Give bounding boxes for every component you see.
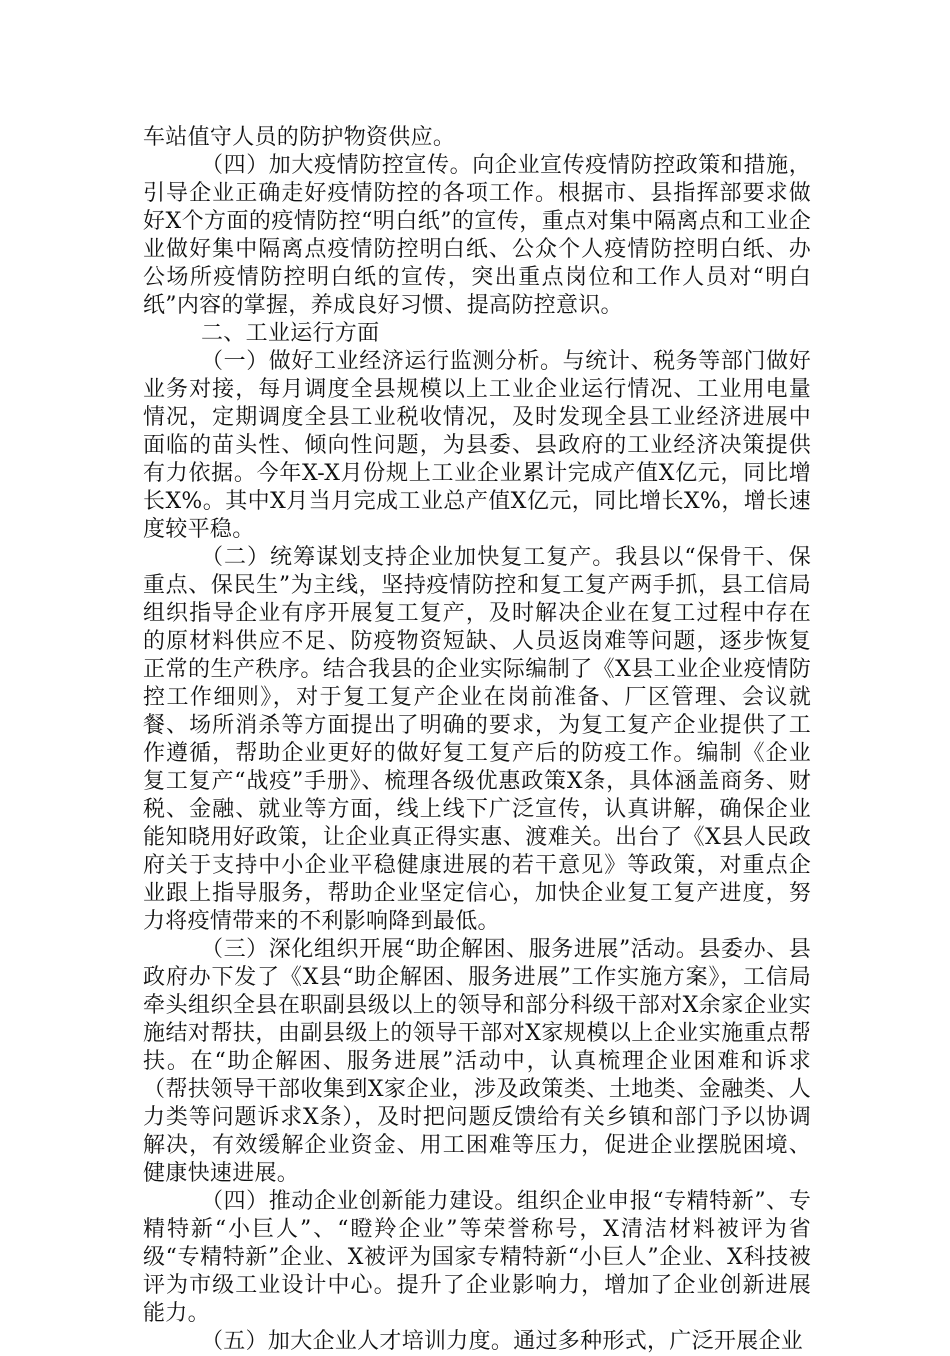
paragraph-assistance: （三）深化组织开展“助企解困、服务进展”活动。县委办、县政府办下发了《X县“助企解困、服务进展”工作实施方案》，工信局牵头组织全县在职副县级以上的领导和部分科级干部对X余家企业实施结对帮扶，由副县级上的领导干部对X家规模以上企业实施重点帮扶。在“助企解困、服务进展”活动中，认真梳理企业困难和诉求（帮扶领导干部收集到X家企业，涉及政策类、土地类、金融类、人力类等问题诉求X条），及时把问题反馈给有关乡镇和部门予以协调解决，有效缓解企业资金、用工困难等压力，促进企业摆脱困境、健康快速进展。 [143, 937, 811, 1186]
paragraph-propaganda: （四）加大疫情防控宣传。向企业宣传疫情防控政策和措施，引导企业正确走好疫情防控的各项工作。根据市、县指挥部要求做好X个方面的疫情防控“明白纸”的宣传，重点对集中隔离点和工业企业做好集中隔离点疫情防控明白纸、公众个人疫情防控明白纸、办公场所疫情防控明白纸的宣传，突出重点岗位和工作人员对“明白纸”内容的掌握，养成良好习惯、提高防控意识。 [143, 153, 811, 318]
paragraph-monitoring: （一）做好工业经济运行监测分析。与统计、税务等部门做好业务对接，每月调度全县规模以上工业企业运行情况、工业用电量情况，定期调度全县工业税收情况，及时发现全县工业经济进展中面临的苗头性、倾向性问题，为县委、县政府的工业经济决策提供有力依据。今年X-X月份规上工业企业累计完成产值X亿元，同比增长X%。其中X月当月完成工业总产值X亿元，同比增长X%，增长速度较平稳。 [143, 349, 811, 542]
paragraph-training: （五）加大企业人才培训力度。通过多种形式，广泛开展企业 [201, 1329, 804, 1354]
paragraph-continuation: 车站值守人员的防护物资供应。 [143, 125, 456, 150]
section-heading-industry: 二、工业运行方面 [201, 321, 380, 346]
paragraph-innovation: （四）推动企业创新能力建设。组织企业申报“专精特新”、专精特新“小巨人”、“瞪羚企业”等荣誉称号，X清洁材料被评为省级“专精特新”企业、X被评为国家专精特新“小巨人”企业、X科技被评为市级工业设计中心。提升了企业影响力，增加了企业创新进展能力。 [143, 1189, 811, 1326]
paragraph-resumption: （二）统筹谋划支持企业加快复工复产。我县以“保骨干、保重点、保民生”为主线，坚持疫情防控和复工复产两手抓，县工信局组织指导企业有序开展复工复产，及时解决企业在复工过程中存在的原材料供应不足、防疫物资短缺、人员返岗难等问题，逐步恢复正常的生产秩序。结合我县的企业实际编制了《X县工业企业疫情防控工作细则》，对于复工复产企业在岗前准备、厂区管理、会议就餐、场所消杀等方面提出了明确的要求，为复工复产企业提供了工作遵循，帮助企业更好的做好复工复产后的防疫工作。编制《企业复工复产“战疫”手册》、梳理各级优惠政策X条，具体涵盖商务、财税、金融、就业等方面，线上线下广泛宣传，认真讲解，确保企业能知晓用好政策，让企业真正得实惠、渡难关。出台了《X县人民政府关于支持中小企业平稳健康进展的若干意见》等政策，对重点企业跟上指导服务，帮助企业坚定信心，加快企业复工复产进度，努力将疫情带来的不利影响降到最低。 [143, 545, 811, 934]
document-body [143, 124, 811, 1356]
